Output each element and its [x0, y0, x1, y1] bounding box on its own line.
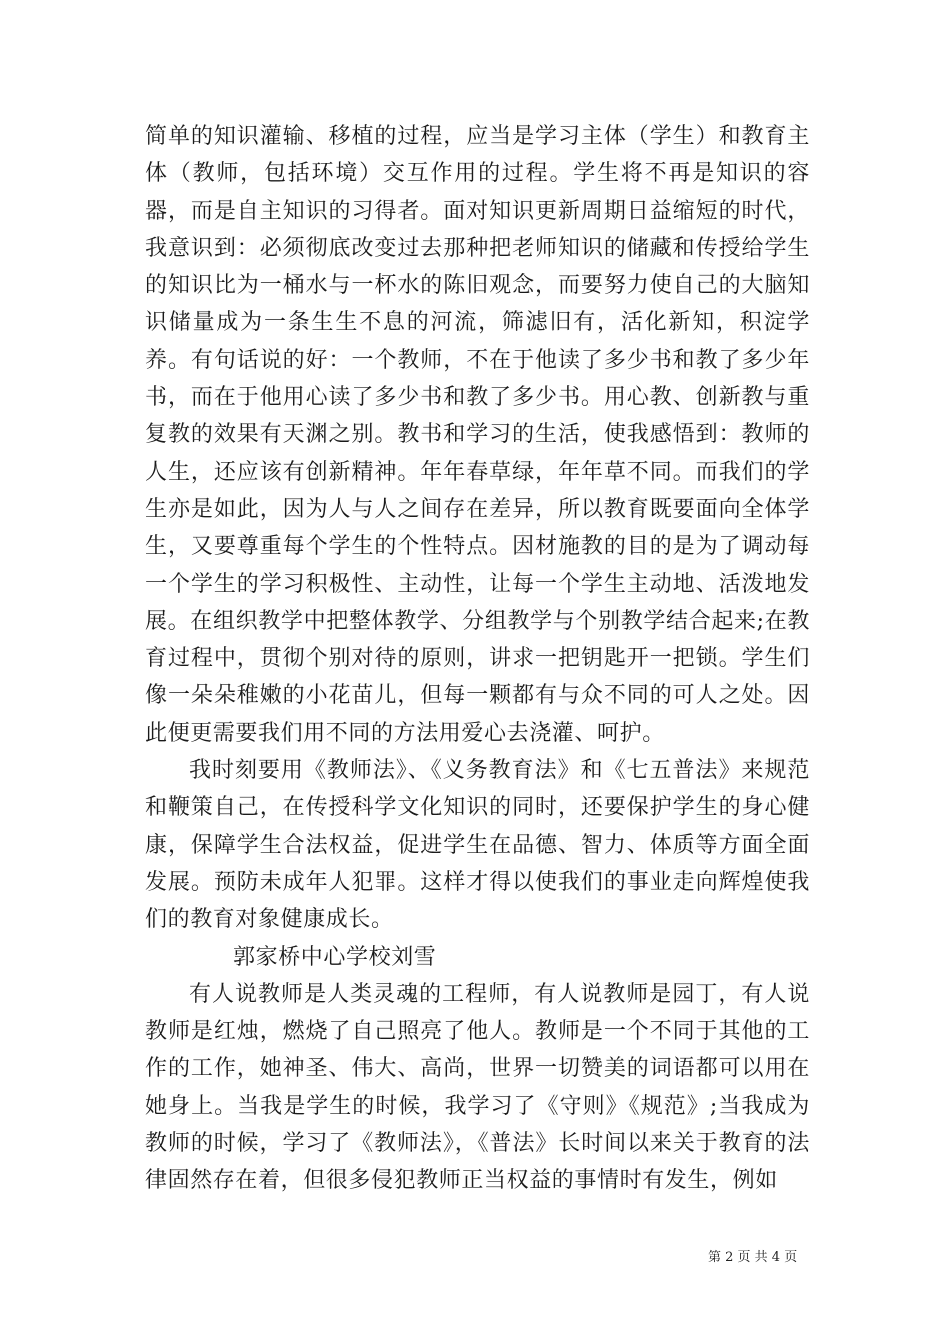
paragraph-continued: 简单的知识灌输、移植的过程，应当是学习主体（学生）和教育主体（教师，包括环境）交互作用的过程。学生将不再是知识的容器，而是自主知识的习得者。面对知识更新周期日益缩短的时代，我意识到：必须彻底改变过去那种把老师知识的储藏和传授给学生的知识比为一桶水与一杯水的陈旧观念，而要努力使自己的大脑知识储量成为一条生生不息的河流，筛滤旧有，活化新知，积淀学养。有句话说的好：一个教师，不在于他读了多少书和教了多少年书，而在于他用心读了多少书和教了多少书。用心教、创新教与重复教的效果有天渊之别。教书和学习的生活，使我感悟到：教师的人生，还应该有创新精神。年年春草绿，年年草不同。而我们的学生亦是如此，因为人与人之间存在差异，所以教育既要面向全体学生，又要尊重每个学生的个性特点。因材施教的目的是为了调动每一个学生的学习积极性、主动性，让每一个学生主动地、活泼地发展。在组织教学中把整体教学、分组教学与个别教学结合起来;在教育过程中，贯彻个别对待的原则，讲求一把钥匙开一把锁。学生们像一朵朵稚嫩的小花苗儿，但每一颗都有与众不同的可人之处。因此便更需要我们用不同的方法用爱心去浇灌、呵护。 [145, 124, 810, 746]
paragraph-teacher: 有人说教师是人类灵魂的工程师，有人说教师是园丁，有人说教师是红烛，燃烧了自己照亮了他人。教师是一个不同于其他的工作的工作，她神圣、伟大、高尚，世界一切赞美的词语都可以用在她身上。当我是学生的时候，我学习了《守则》《规范》;当我成为教师的时候，学习了《教师法》，《普法》长时间以来关于教育的法律固然存在着，但很多侵犯教师正当权益的事情时有发生，例如 [145, 981, 810, 1194]
document-body [145, 118, 810, 1200]
author-signature: 郭家桥中心学校刘雪 [233, 944, 437, 970]
paragraph-law: 我时刻要用《教师法》、《义务教育法》和《七五普法》来规范和鞭策自己，在传授科学文化知识的同时，还要保护学生的身心健康，保障学生合法权益，促进学生在品德、智力、体质等方面全面发展。预防未成年人犯罪。这样才得以使我们的事业走向辉煌使我们的教育对象健康成长。 [145, 758, 810, 933]
page-number-footer: 第 2 页 共 4 页 [708, 1250, 798, 1265]
